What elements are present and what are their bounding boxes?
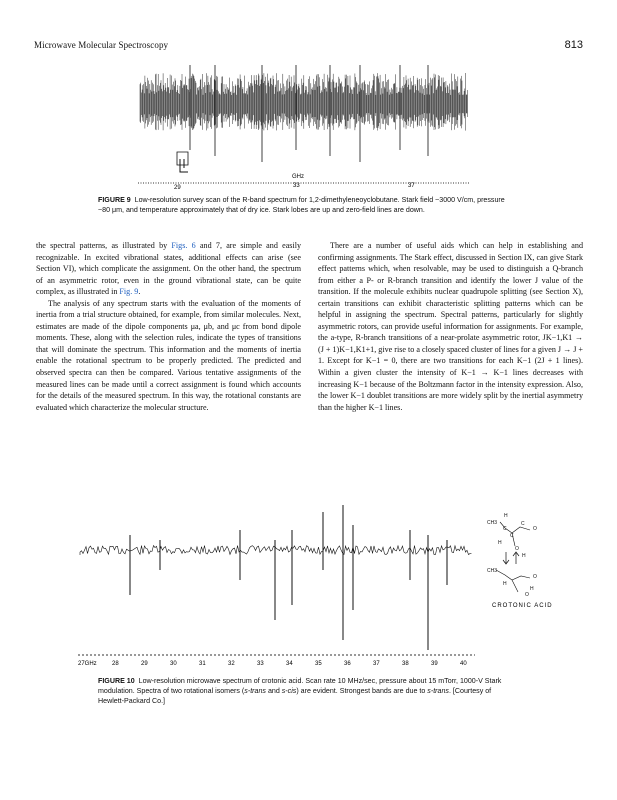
figure-10-axis-start: 27GHz (78, 661, 97, 667)
figure-10-trace (80, 505, 472, 650)
running-title: Microwave Molecular Spectroscopy (34, 40, 169, 50)
figure-9-spectrum (0, 60, 617, 190)
figure-link[interactable]: Figs. 6 (171, 241, 196, 250)
figure-10-tick-label: 34 (286, 661, 293, 667)
page-number: 813 (564, 39, 583, 51)
atom-label: O (533, 526, 537, 532)
atom-label: CH3 (487, 520, 498, 526)
figure-9-label: FIGURE 9 (98, 196, 131, 204)
figure-10-label: FIGURE 10 (98, 677, 135, 685)
figure-10-tick-label: 35 (315, 661, 322, 667)
figure-9-caption-text: Low-resolution survey scan of the R-band spectrum for 1,2-dimethyleneoyclobutane. Stark field ~3000 V/cm, pressure ~80 μm, and temperature approximately that of dry ice. Stark lobes are up and zero-field lines are down. (98, 196, 505, 214)
figure-10-tick-label: 39 (431, 661, 438, 667)
molecule-sketch (180, 159, 188, 172)
figure-10-ticks (112, 661, 467, 667)
paragraph: the spectral patterns, as illustrated by Figs. 6 and 7, are simple and easily recognizable. In excited vibrational states, additional effects can arise (see Section VI), which complicate the assignment. On the other hand, the spectrum of an asymmetric rotor, even in the ground vibrational state, can be quite complex, as illustrated in Fig. 9. (36, 241, 301, 297)
figure-9-tick-label: 33 (293, 183, 300, 189)
atom-label: C (503, 526, 507, 532)
figure-10-tick-label: 28 (112, 661, 119, 667)
atom-label: CH3 (487, 568, 498, 574)
atom-label: H (498, 540, 502, 546)
figure-10-spectrum (0, 500, 617, 670)
figure-10-tick-label: 29 (141, 661, 148, 667)
crotonic-acid-structures (487, 513, 537, 598)
atom-label: H (522, 553, 526, 559)
atom-label: O (525, 592, 529, 598)
figure-9-caption (98, 195, 518, 215)
atom-label: H (504, 513, 508, 519)
figure-10-tick-label: 36 (344, 661, 351, 667)
figure-10-baseline (80, 546, 472, 556)
figure-10-tick-label: 30 (170, 661, 177, 667)
atom-label: H (503, 581, 507, 587)
figure-9-unit-label: GHz (292, 174, 304, 180)
figure-10-tick-label: 40 (460, 661, 467, 667)
figure-9-tick-label: 37 (408, 183, 415, 189)
atom-label: O (533, 574, 537, 580)
figure-10-tick-label: 31 (199, 661, 206, 667)
figure-10-tick-label: 38 (402, 661, 409, 667)
atom-label: C (521, 521, 525, 527)
figure-link[interactable]: Fig. 9 (119, 287, 139, 297)
figure-10-caption: FIGURE 10 Low-resolution microwave spectrum of crotonic acid. Scan rate 10 MHz/sec, pressure about 15 mTorr, 1000-V Stark modulation. Spectra of two rotational isomers (s-trans and s-cis) are evident. Strongest bands are due to s-trans. [Courtesy of Hewlett-Packard Co.] (98, 677, 502, 705)
equilibrium-arrows (503, 552, 519, 564)
atom-label: O (515, 546, 519, 552)
figure-9-tick-label: 29 (174, 185, 181, 191)
molecule-ring (177, 152, 188, 165)
atom-label: H (530, 586, 534, 592)
figure-9-noise (140, 73, 468, 131)
paragraph: The analysis of any spectrum starts with the evaluation of the moments of inertia from a trial structure obtained, for example, from similar molecules. Next, estimates are made of the dipole components μa, μb, and μc from bond dipole moments. These, along with the selection rules, indicate the types of transitions that will dominate the spectrum. This information and the moments of inertia enable the rotational spectrum to be properly predicted. The predicted and observed spectra can then be compared. Various tentative assignments of the measured lines can be made until a correct assignment is found which accounts for the details of the measured spectrum. In this way, the rotational constants are evaluated which characterize the molecular structure. (36, 298, 301, 412)
body-right-column (318, 240, 583, 413)
atom-label: C (510, 533, 514, 539)
body-left-column (36, 240, 301, 413)
paragraph: There are a number of useful aids which can help in establishing and confirming assignments. The Stark effect, discussed in Section IX, can give Stark effect patterns which, when resolvable, may be used to distinguish a Q-branch from either a P- or R-branch transition and identify the lower J value of the transition. If the molecule exhibits nuclear quadrupole splitting (see Section X), certain transitions can exhibit characteristic splitting patterns which can be helpful in assigning the spectrum. Spectral patterns, particularly for slightly asymmetric rotors, can provide useful information for assignments. For example, the a-type, R-branch transitions of a near-prolate asymmetric rotor, JK−1,K1 → (J + 1)K−1,K1+1, give rise to a closely spaced cluster of lines for a given J → J + 1. Except for K−1 = 0, there are two transitions for each K−1 (2J + 1 lines). Within a given cluster the intensity of K−1 → K−1 lines decreases with increasing K−1 because of the Boltzmann factor in the intensity expression. Also, the lower K−1 doublet transitions are more widely split by the inertial asymmetry than the higher K−1 lines. (318, 241, 583, 412)
figure-10-tick-label: 33 (257, 661, 264, 667)
molecule-label: CROTONIC ACID (492, 603, 553, 609)
figure-9-trace (140, 65, 468, 162)
figure-10-tick-label: 32 (228, 661, 235, 667)
figure-10-tick-label: 37 (373, 661, 380, 667)
